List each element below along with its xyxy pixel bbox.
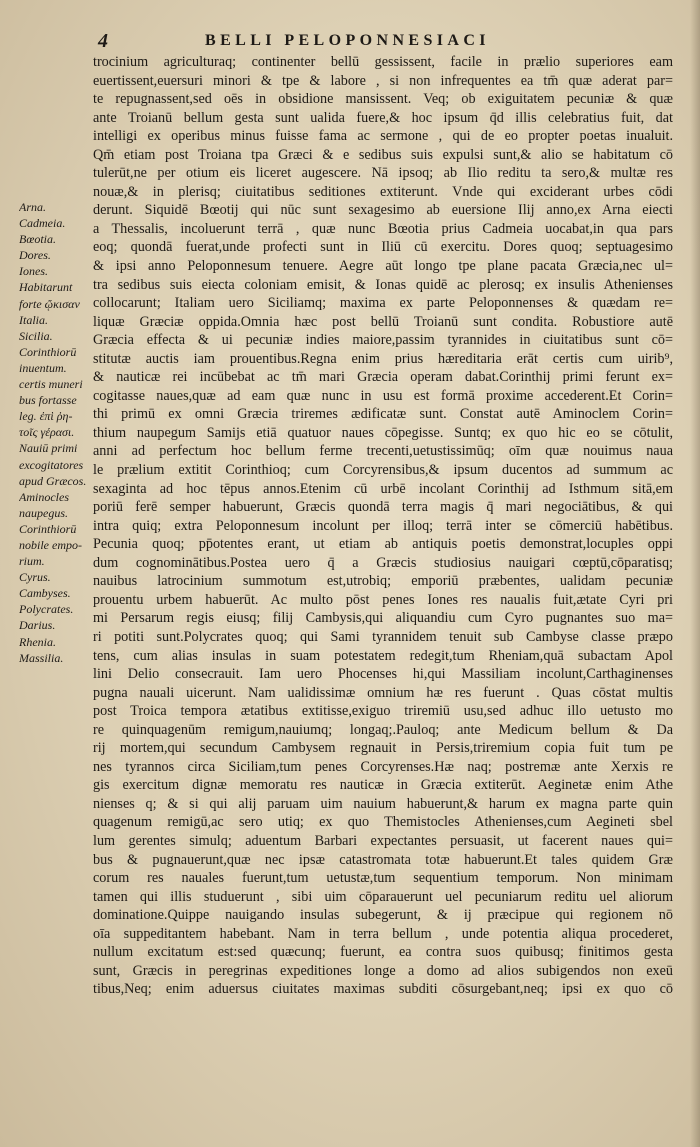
text-line: ri potiti sunt.Polycrates quoq; qui Sami tyrannidem tenuit sub Cambyse classe præpo bbox=[93, 628, 673, 645]
margin-note: Dores. bbox=[19, 248, 51, 263]
text-line: mi Persarum regis eiusq; filij Cambysis,qui aliquandiu cum Cyro pugnantes suo ma= bbox=[93, 610, 673, 627]
text-line: gis exercitum dignæ memoratu res nauticæ in Græcia extiterūt. Aeginetæ enim Athe bbox=[93, 777, 673, 794]
text-line: nes tyrannos circa Siciliam,tum penes Corcyrenses.Hæ naq; postremæ ante Xerxis re bbox=[93, 758, 673, 775]
text-line: & ipsi anno Peloponnesum tenuere. Aegre aūt longo tpe plane pacata Græcia,nec ul= bbox=[93, 258, 673, 275]
margin-note: certis muneri bbox=[19, 377, 83, 392]
text-line: derunt. Siquidē Bœotij qui nūc sunt sexagesimo ab euersione Ilij anno,ex Arna eiecti bbox=[93, 202, 673, 219]
text-line: dominatione.Quippe nauigando insulas subegerunt, & ij præcipue qui regionem nō bbox=[93, 907, 673, 924]
margin-note: Bœotia. bbox=[19, 232, 57, 247]
margin-note: Arna. bbox=[19, 200, 46, 214]
margin-note: Sicilia. bbox=[19, 328, 53, 343]
text-line: ante Troianū bellum gesta sunt ualida fuere,& hoc ipsum q̄d illis celebratius fuit, dat bbox=[93, 109, 673, 126]
margin-note: Cadmeia. bbox=[19, 216, 66, 231]
body-text bbox=[93, 53, 673, 999]
text-line: le prælium extitit Corinthioq; cum Corcyrensibus,& ipsum ducentos ad summum ac bbox=[93, 462, 673, 479]
text-line: tibus,Neq; enim aduersus ciuitates maximas subditi cōsurgebant,neq; ipsi ex quo cō bbox=[93, 981, 673, 998]
margin-note: Corinthiorū bbox=[19, 344, 77, 359]
text-line: eoq; quondā fuerat,unde profecti sunt in Iliū cū exercitu. Dores quoq; septuagesimo bbox=[93, 239, 673, 256]
text-line: Pecunia quoq; pp̄otentes erant, ut etiam ab antiquis poetis demonstrat,locuples oppi bbox=[93, 536, 673, 553]
text-line: & nauticæ rei incūbebat ac tm̄ mari Græcia operam dabat.Corinthij primi ferunt ex= bbox=[93, 369, 673, 386]
margin-note: Massilia. bbox=[19, 650, 64, 665]
text-line: stitutæ auctis iam prouentibus.Regna enim prius hæreditaria erāt certis cum uirib⁹, bbox=[93, 350, 673, 367]
margin-note: inuentum. bbox=[19, 360, 67, 375]
text-line: a Thessalis, incoluerunt terrā , quæ nunc Bœotia prius Cadmeia uocabat,in qua pars bbox=[93, 220, 673, 237]
text-line: te repugnassent,sed oēs in obsidione mansissent. Veq; ob exiguitatem pecuniæ & quæ bbox=[93, 91, 673, 108]
page-number: 4 bbox=[98, 30, 108, 52]
text-line: prouentu urbem habuerūt. Ac multo pōst penes Iones res naualis fuit,ætate Cyri pri bbox=[93, 591, 673, 608]
text-line: intelligi ex operibus minus fuisse fama ac sermone , qui de eo propter poetas inualuit. bbox=[93, 128, 673, 145]
margin-note: τοῖς γέρασι. bbox=[19, 425, 75, 440]
text-line: collocarunt; Italiam uero Siciliamq; maxima ex parte Peloponnenses & quædam re= bbox=[93, 295, 673, 312]
margin-note: leg. ἐπὶ ῥη- bbox=[19, 409, 73, 424]
text-line: post Troica tempora ætatibus extitisse,exiguo triremiū usu,sed adhuc illo uetusto mo bbox=[93, 703, 673, 720]
margin-note: rium. bbox=[19, 554, 45, 569]
margin-note: Aminocles bbox=[19, 489, 69, 504]
margin-note: Nauiū primi bbox=[19, 441, 78, 456]
text-line: nienses q; & si qui alij paruam uim nauium habuerunt,& harum ex magna parte quin bbox=[93, 795, 673, 812]
text-line: pugna nauali uicerunt. Nam ualidissimæ omnium hæ res fuerunt . Quas cōstat multis bbox=[93, 684, 673, 701]
margin-note: Corinthiorū bbox=[19, 521, 77, 536]
text-line: tamen qui illis studuerunt , sibi uim cōparauerunt uel pecuniarum reditu uel aliorum bbox=[93, 888, 673, 905]
margin-note: forte ᾤκισαν bbox=[19, 296, 80, 311]
text-line: nullum excitatum est:sed quæcunq; fuerunt, ea contra suos quibusq; finitimos gesta bbox=[93, 944, 673, 961]
text-line: euertissent,euersuri minori & tpe & labore , si non infrequentes ea tm̄ quæ aderat par= bbox=[93, 72, 673, 89]
margin-note: Iones. bbox=[19, 264, 48, 279]
text-line: sexaginta ad hoc tēpus annos.Etenim cū urbē incolant Corinthij ad Isthmum sitā,em bbox=[93, 480, 673, 497]
margin-note: Cyrus. bbox=[19, 570, 51, 585]
text-line: trocinium agriculturaq; continenter bellū gessissent, facile in prælio superiores eam bbox=[93, 54, 673, 70]
margin-note: Habitarunt bbox=[19, 280, 73, 295]
page-header bbox=[0, 26, 700, 52]
margin-notes bbox=[19, 199, 95, 666]
text-line: quagenum remigū,ac sero utiq; ex quo Themistocles Athenienses,cum Aegineti sbel bbox=[93, 814, 673, 831]
text-line: Græcia effecta & ui pecuniæ indies maiore,passim tyrannides in ciuitatibus sunt cō= bbox=[93, 332, 673, 349]
text-line: lini Delio consecrauit. Iam uero Phocenses hi,qui Massiliam incolunt,Carthaginenses bbox=[93, 666, 673, 683]
text-line: anni ad perfectum hoc bellum ferme trecenti,uetustissimūq; oīm quæ nouimus naua bbox=[93, 443, 673, 460]
text-line: bus & pugnauerunt,quæ nec ipsæ catastromata totæ habuerunt.Et tales quidem Græ bbox=[93, 851, 673, 868]
text-line: tulerūt,ne per otium eis liceret augescere. Nā ipsoq; ab Ilio reditu ta sero,& multæ res bbox=[93, 165, 673, 182]
margin-note: Darius. bbox=[19, 618, 56, 633]
text-line: dum cognominātibus.Postea uero q̄ a Græcis studiosius nauigari cœptū,cōparatisq; bbox=[93, 554, 673, 571]
margin-note: Polycrates. bbox=[19, 602, 74, 617]
text-line: nouæ,& in plerisq; ciuitatibus seditiones extiterunt. Vnde qui exciderant urbes cōdi bbox=[93, 183, 673, 200]
text-line: poriū ferē semper habuerunt, Græcis quondā terra magis q̄ mari negociātibus, & qui bbox=[93, 499, 673, 516]
text-line: nauibus latrocinium summotum est,utrobiq; emporiū præbentes, ualidam pecuniæ bbox=[93, 573, 673, 590]
margin-note: nobile empo- bbox=[19, 537, 82, 552]
text-line: intra quiq; extra Peloponnesum incolunt per illoq; terrā inter se cōmerciū habētibus. bbox=[93, 517, 673, 534]
text-line: rij mortem,qui secundum Cambysem regnauit in Persis,triremium copia fuit tum pe bbox=[93, 740, 673, 757]
margin-note: naupegus. bbox=[19, 505, 68, 520]
page-edge-shadow bbox=[690, 0, 700, 1147]
margin-note: Cambyses. bbox=[19, 586, 71, 601]
text-line: corum res nauales fuerunt,tum uetustæ,tum sequentium temporum. Non minimam bbox=[93, 870, 673, 887]
text-line: tra sedibus suis eiecta coloniam emisit, & Ionas quidē ac plerosq; ex insulis Athenienses bbox=[93, 276, 673, 293]
text-line: re quinquagenūm remigum,nauiumq; longaq;.Pauloq; ante Medicum bellum & Da bbox=[93, 721, 673, 738]
running-head: BELLI PELOPONNESIACI bbox=[205, 32, 490, 49]
margin-note: Rhenia. bbox=[19, 634, 56, 649]
text-line: sunt, Græcis in peregrinas expeditiones longe a domo ad alios subigendos non exeū bbox=[93, 962, 673, 979]
text-line: Qm̄ etiam post Troiana tpa Græci & e sedibus suis expulsi sunt,& alio se habitatum cō bbox=[93, 146, 673, 163]
text-line: tens, cum alias insulas in suam potestatem redegit,tum Rheniam,quā subactam Apol bbox=[93, 647, 673, 664]
text-line: oīa suppeditantem habebant. Nam in terra bellum , unde potentia aliqua procederet, bbox=[93, 925, 673, 942]
margin-note: bus fortasse bbox=[19, 393, 77, 408]
text-line: thi primū ex omni Græcia triremes ædificatæ sunt. Constat autē Aminoclem Corin= bbox=[93, 406, 673, 423]
text-line: liquæ Græciæ oppida.Omnia hæc post bellū Troianū sunt condita. Robustiore autē bbox=[93, 313, 673, 330]
text-line: thium naupegum Samijs etiā quatuor naues cōpegisse. Suntq; ex quo hic eo se cōtulit, bbox=[93, 424, 673, 441]
margin-note: apud Græcos. bbox=[19, 473, 87, 488]
text-line: cogitasse naues,quæ ad eam quæ nunc in usu est formā proxime accederent.Et Corin= bbox=[93, 387, 673, 404]
margin-note: Italia. bbox=[19, 312, 48, 327]
text-line: lum gerentes simulq; aduentum Barbari expectantes persuasit, ut facerent naues qui= bbox=[93, 832, 673, 849]
margin-note: excogitatores bbox=[19, 457, 84, 472]
